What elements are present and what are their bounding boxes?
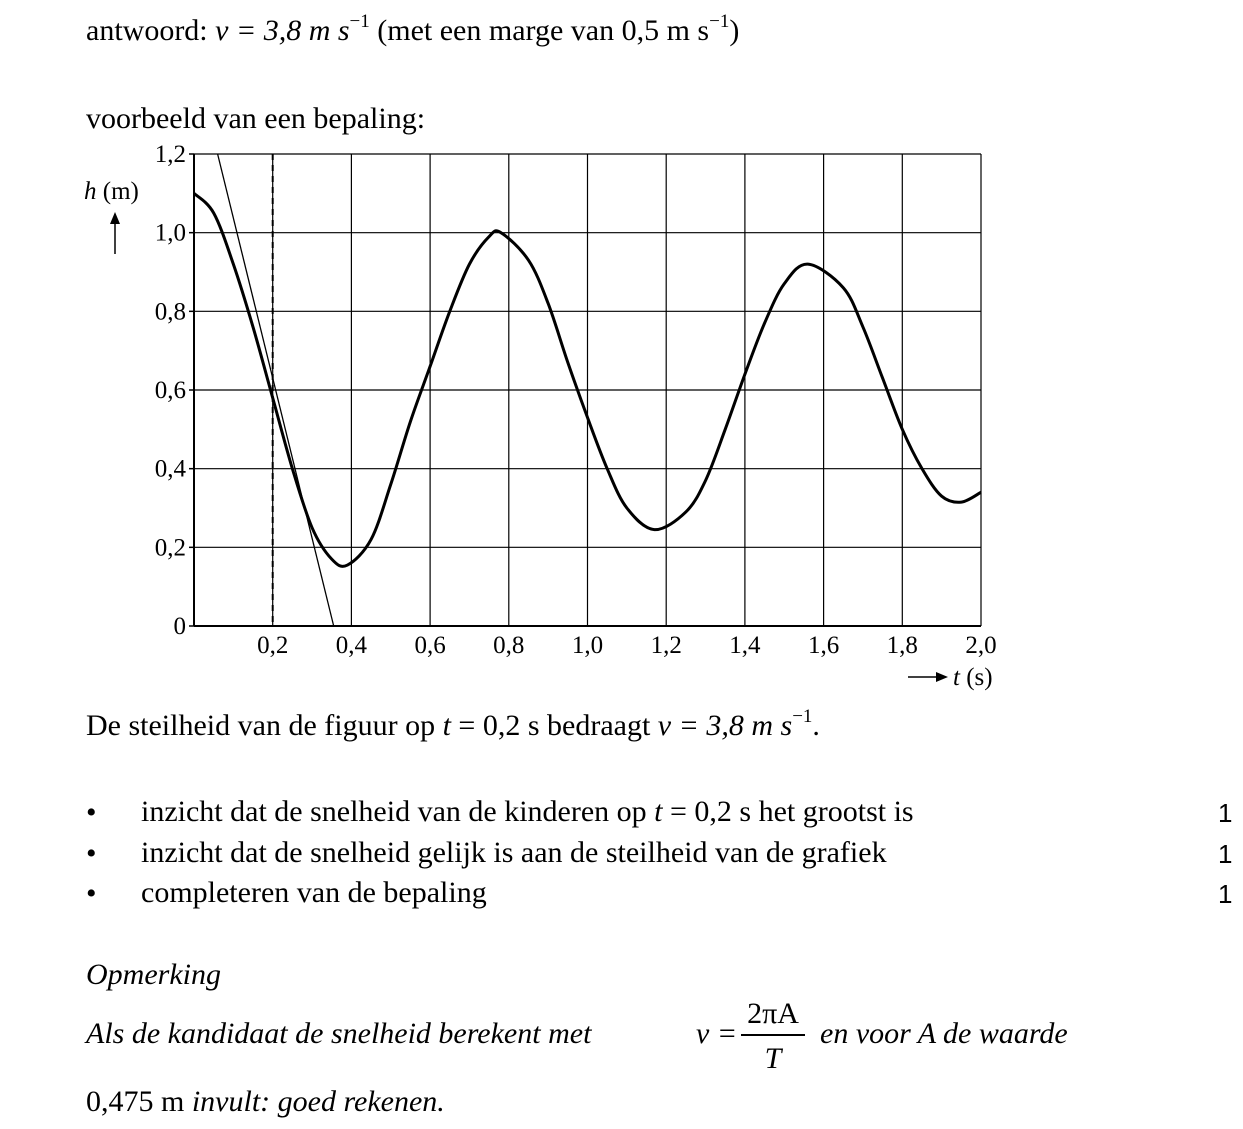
- criterion-score: 1: [1218, 839, 1233, 869]
- remark-value: 0,475 m: [86, 1085, 185, 1118]
- y-tick-label: 0,6: [154, 377, 186, 404]
- formula-lhs: v =: [696, 1017, 738, 1050]
- chart-grid: [189, 154, 981, 626]
- right-arrow-head-icon: [936, 672, 948, 682]
- remark-text: invult: goed rekenen.: [191, 1085, 445, 1118]
- answer-value: v = 3,8 m s: [215, 14, 350, 47]
- formula-denominator: T: [764, 1042, 782, 1075]
- remark-title: Opmerking: [86, 958, 221, 991]
- criterion-text: inzicht dat de snelheid van de kinderen op t = 0,2 s het grootst is: [141, 795, 914, 828]
- criterion-text: completeren van de bepaling: [141, 876, 487, 909]
- y-tick-label: 0,8: [154, 298, 186, 326]
- remark-post: en voor A de waarde: [820, 1017, 1068, 1050]
- answer-exponent: −1: [349, 11, 370, 32]
- y-tick-label: 0,4: [154, 455, 186, 483]
- steepness-mid: = 0,2 s bedraagt: [458, 709, 651, 742]
- answer-close: ): [729, 14, 740, 47]
- answer-margin: (met een marge van 0,5 m s: [377, 14, 710, 47]
- criterion-score: 1: [1218, 798, 1233, 828]
- remark-pre: Als de kandidaat de snelheid berekent met: [86, 1017, 592, 1050]
- bullet-icon: •: [86, 837, 97, 870]
- x-tick-label: 1,2: [650, 632, 682, 659]
- x-axis-title: t (s): [953, 664, 993, 691]
- answer-margin-exponent: −1: [709, 11, 730, 32]
- steepness-line: [86, 706, 820, 742]
- x-tick-label: 0,2: [257, 632, 289, 659]
- steepness-exponent: −1: [792, 706, 813, 727]
- steepness-end: .: [812, 709, 820, 742]
- criterion-score: 1: [1218, 879, 1233, 909]
- bullet-icon: •: [86, 877, 97, 910]
- y-tick-label: 0: [173, 613, 186, 640]
- x-tick-label: 0,8: [493, 632, 525, 659]
- formula-numerator: 2πA: [747, 997, 799, 1030]
- fraction-bar: [741, 1034, 805, 1036]
- x-tick-label: 0,6: [414, 632, 446, 659]
- y-axis-label: [84, 178, 139, 254]
- x-tick-label: 0,4: [335, 632, 368, 659]
- bullet-icon: •: [86, 796, 97, 829]
- x-tick-label: 1,0: [571, 632, 604, 659]
- x-tick-label: 1,8: [886, 632, 918, 659]
- up-arrow-head-icon: [110, 212, 120, 224]
- criterion-text: inzicht dat de snelheid gelijk is aan de steilheid van de grafiek: [141, 836, 887, 869]
- y-tick-label: 1,2: [154, 141, 186, 168]
- steepness-t-var: t: [442, 709, 451, 742]
- y-tick-label: 1,0: [154, 219, 186, 247]
- answer-label: antwoord:: [86, 14, 208, 47]
- steepness-value: v = 3,8 m s: [657, 709, 793, 742]
- chart-ticks: [155, 141, 997, 659]
- y-tick-label: 0,2: [154, 534, 186, 562]
- x-tick-label: 1,6: [807, 632, 840, 659]
- x-axis-label: [908, 664, 993, 691]
- remark-line-2: [86, 1087, 445, 1117]
- y-axis-title: h (m): [84, 178, 139, 205]
- steepness-text: De steilheid van de figuur op: [86, 709, 436, 742]
- x-tick-label: 1,4: [729, 632, 761, 659]
- remark-line-1: [86, 1019, 591, 1049]
- x-tick-label: 2,0: [965, 632, 997, 659]
- example-heading: voorbeeld van een bepaling:: [86, 102, 426, 135]
